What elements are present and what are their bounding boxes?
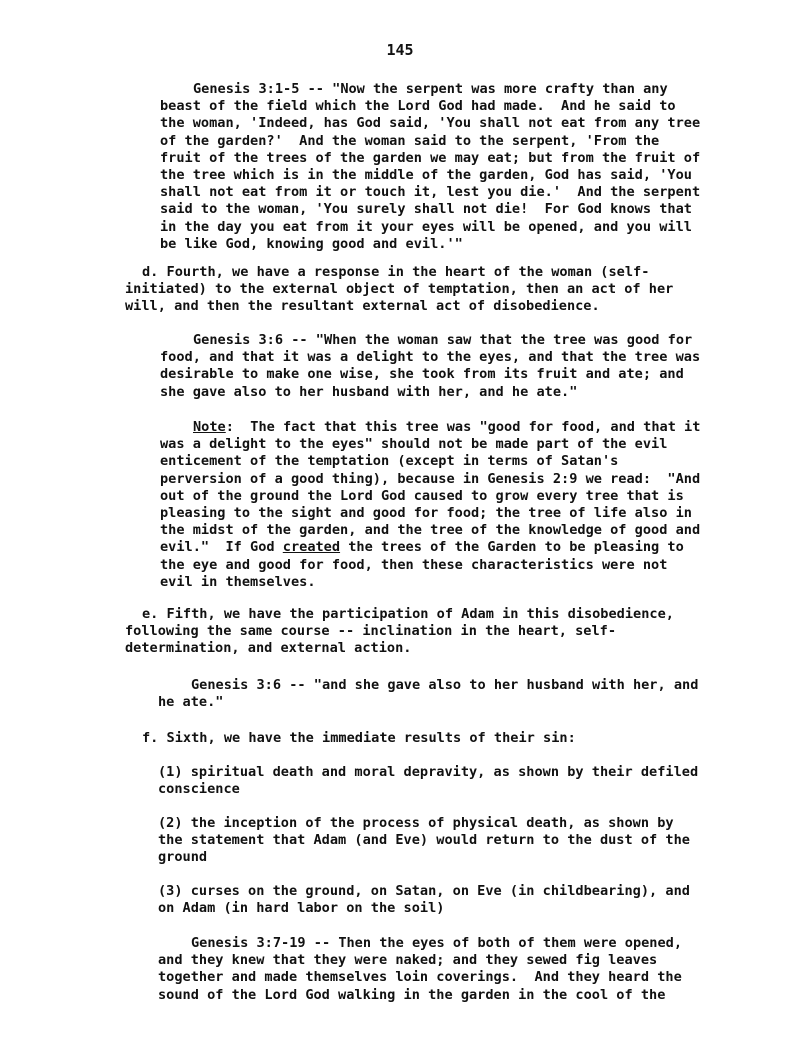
quote-line: together and made themselves loin coverings. And they heard the xyxy=(158,969,682,986)
quote-genesis-3-6-a xyxy=(160,332,700,401)
quote-line: Genesis 3:6 -- "and she gave also to her husband with her, and xyxy=(191,677,699,693)
point-f-heading xyxy=(142,730,576,747)
quote-line: be like God, knowing good and evil.'" xyxy=(160,235,463,252)
quote-line: desirable to make one wise, she took from its fruit and ate; and xyxy=(160,366,684,383)
quote-line: of the garden?' And the woman said to the serpent, 'From the xyxy=(160,132,660,149)
note-line: the eye and good for food, then these characteristics were not xyxy=(160,556,668,573)
note-line: enticement of the temptation (except in terms of Satan's xyxy=(160,453,619,470)
quote-line: she gave also to her husband with her, and he ate." xyxy=(160,383,578,400)
list-item-line: (2) the inception of the process of physical death, as shown by xyxy=(158,815,674,831)
note-line: pleasing to the sight and good for food; the tree of life also in xyxy=(160,505,692,522)
quote-line: in the day you eat from it your eyes will be opened, and you will xyxy=(160,218,692,235)
paragraph-line: initiated) to the external object of temptation, then an act of her xyxy=(125,281,674,298)
note-line: perversion of a good thing), because in Genesis 2:9 we read: "And xyxy=(160,470,701,487)
quote-line: fruit of the trees of the garden we may eat; but from the fruit of xyxy=(160,149,701,166)
quote-line: Genesis 3:7-19 -- Then the eyes of both of them were opened, xyxy=(191,935,683,951)
quote-line: he ate." xyxy=(158,694,224,711)
quote-line: shall not eat from it or touch it, lest you die.' And the serpent xyxy=(160,184,701,201)
quote-line: the woman, 'Indeed, has God said, 'You shall not eat from any tree xyxy=(160,115,701,132)
quote-line: Genesis 3:6 -- "When the woman saw that the tree was good for xyxy=(193,332,693,348)
list-item-line: conscience xyxy=(158,781,240,798)
note-line: evil in themselves. xyxy=(160,573,316,590)
quote-line: said to the woman, 'You surely shall not die! For God knows that xyxy=(160,201,692,218)
note-line: out of the ground the Lord God caused to grow every tree that is xyxy=(160,487,684,504)
note-line xyxy=(160,419,700,436)
list-item-line: on Adam (in hard labor on the soil) xyxy=(158,900,445,917)
quote-line: Genesis 3:1-5 -- "Now the serpent was more crafty than any xyxy=(193,81,668,97)
created-emphasis: created xyxy=(282,539,341,556)
paragraph-line: d. Fourth, we have a response in the heart of the woman (self- xyxy=(142,264,650,280)
note-paragraph xyxy=(160,419,700,591)
paragraph-line: will, and then the resultant external act of disobedience. xyxy=(125,298,600,315)
point-f-item-3 xyxy=(158,883,690,917)
list-item-line: (1) spiritual death and moral depravity, as shown by their defiled xyxy=(158,764,699,780)
note-line xyxy=(160,539,700,556)
page-number: 145 xyxy=(386,41,414,59)
quote-line: sound of the Lord God walking in the garden in the cool of the xyxy=(158,986,666,1003)
quote-genesis-3-7-19 xyxy=(158,935,682,1004)
quote-line: the tree which is in the middle of the garden, God has said, 'You xyxy=(160,167,692,184)
quote-genesis-3-1-5 xyxy=(160,81,700,253)
quote-line: beast of the field which the Lord God had made. And he said to xyxy=(160,98,676,115)
paragraph-line: following the same course -- inclination in the heart, self- xyxy=(125,623,617,640)
quote-genesis-3-6-b xyxy=(158,677,698,711)
quote-line: food, and that it was a delight to the eyes, and that the tree was xyxy=(160,349,701,366)
paragraph-line: e. Fifth, we have the participation of Adam in this disobedience, xyxy=(142,606,674,622)
point-f-item-2 xyxy=(158,815,690,867)
note-line: the midst of the garden, and the tree of the knowledge of good and xyxy=(160,522,701,539)
note-text: : The fact that this tree was "good for food, and that it xyxy=(225,419,701,435)
point-d xyxy=(125,264,673,316)
point-f-item-1 xyxy=(158,764,698,798)
note-label: Note xyxy=(193,419,226,435)
note-text: evil." If God xyxy=(160,539,283,556)
paragraph-line: determination, and external action. xyxy=(125,640,412,657)
note-line: was a delight to the eyes" should not be made part of the evil xyxy=(160,436,668,453)
list-item-line: the statement that Adam (and Eve) would return to the dust of the xyxy=(158,832,690,849)
point-e xyxy=(125,606,674,658)
paragraph-line: f. Sixth, we have the immediate results of their sin: xyxy=(142,730,576,746)
list-item-line: (3) curses on the ground, on Satan, on Eve (in childbearing), and xyxy=(158,883,690,899)
list-item-line: ground xyxy=(158,849,208,866)
quote-line: and they knew that they were naked; and they sewed fig leaves xyxy=(158,952,658,969)
note-text: the trees of the Garden to be pleasing to xyxy=(340,539,684,556)
